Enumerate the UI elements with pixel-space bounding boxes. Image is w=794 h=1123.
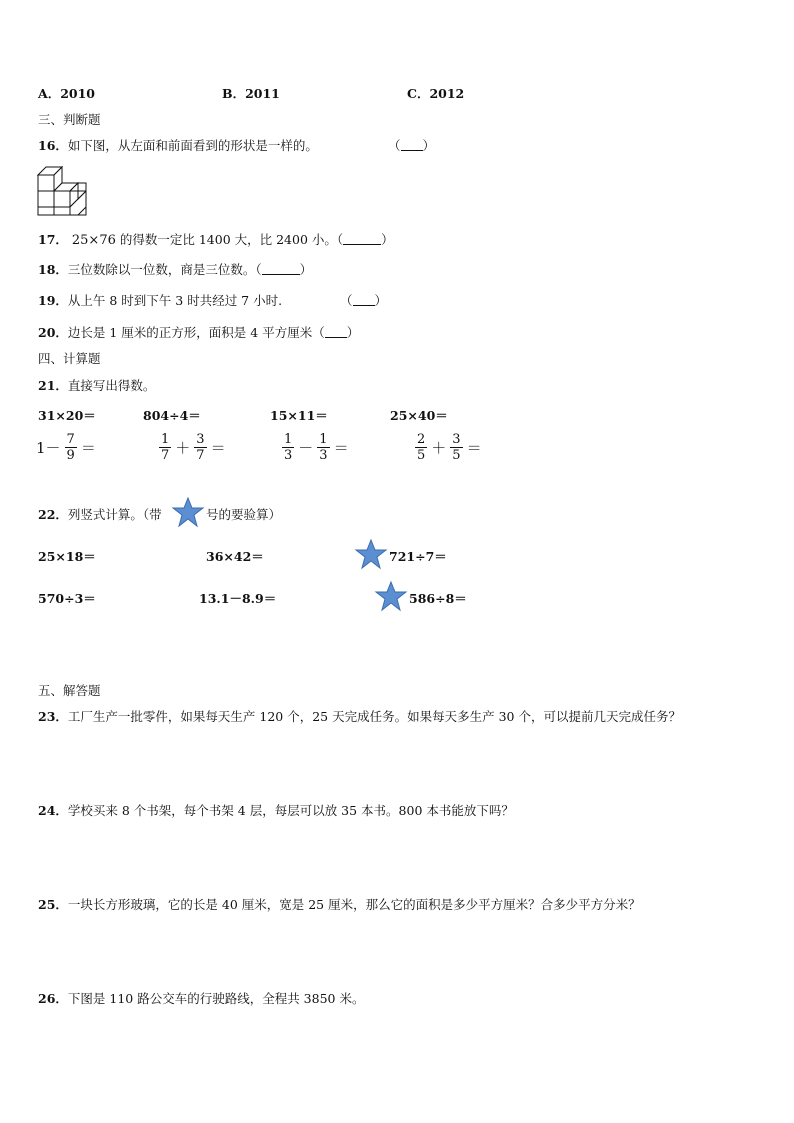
fraction-item-2 [158, 432, 229, 463]
paren-right: ） [374, 293, 388, 308]
numerator: 1 [284, 432, 293, 447]
answer-blank[interactable] [262, 262, 300, 275]
denominator: 9 [66, 448, 75, 463]
denominator: 5 [452, 448, 461, 463]
equals-sign: ＝ [80, 439, 96, 457]
question-text: 三位数除以一位数，商是三位数。（ [67, 262, 262, 277]
lead-term: 1－ [36, 439, 61, 457]
question-text: 如下图，从左面和前面看到的形状是一样的。 [67, 138, 318, 153]
question-number: 18． [38, 262, 68, 277]
question-number: 25． [38, 897, 68, 912]
question-number: 23． [38, 709, 68, 724]
vertical-calc-item: 570÷3＝ [38, 591, 96, 606]
denominator: 3 [284, 448, 293, 463]
expression: 25×76 [71, 233, 116, 248]
fraction [65, 432, 77, 463]
question-text: 直接写出得数。 [67, 378, 156, 393]
question-20 [38, 323, 359, 341]
section-heading-judgement: 三、判断题 [38, 112, 101, 127]
option-c: C．2012 [407, 86, 465, 101]
star-icon [355, 539, 387, 569]
question-16 [38, 136, 318, 154]
question-text: 下图是 110 路公交车的行驶路线，全程共 3850 米。 [67, 991, 365, 1006]
answer-blank[interactable] [401, 138, 423, 151]
equals-sign: ＝ [333, 439, 349, 457]
fraction [194, 432, 206, 463]
paren-right: ） [346, 325, 360, 340]
paren-right: ） [422, 138, 436, 153]
option-a: A．2010 [38, 86, 95, 101]
fraction-item-4 [414, 432, 485, 463]
vertical-calc-item: 721÷7＝ [389, 549, 447, 564]
vertical-calc-item: 36×42＝ [206, 549, 264, 564]
numerator: 1 [161, 432, 170, 447]
question-number: 19． [38, 293, 68, 308]
fraction [415, 432, 427, 463]
question-number: 16． [38, 138, 68, 153]
paren-left: （ [388, 138, 401, 153]
question-text: 工厂生产一批零件，如果每天生产 120 个，25 天完成任务。如果每天多生产 30 个，可以提前几天完成任务？ [67, 709, 681, 724]
question-text: 学校买来 8 个书架，每个书架 4 层，每层可以放 35 本书。800 本书能放下吗？ [67, 803, 514, 818]
fraction [317, 432, 329, 463]
operator: ＋ [431, 439, 447, 457]
fraction-item-3 [281, 432, 352, 463]
vertical-calc-item: 586÷8＝ [409, 591, 467, 606]
answer-paren-19 [340, 291, 387, 309]
vertical-calc-item: 13.1－8.9＝ [199, 591, 277, 606]
fraction [159, 432, 171, 463]
question-23 [38, 707, 681, 725]
calc-item: 15×11＝ [270, 408, 328, 423]
question-17 [38, 230, 394, 248]
numerator: 7 [66, 432, 75, 447]
fraction [282, 432, 294, 463]
calc-item: 31×20＝ [38, 408, 96, 423]
question-text: 从上午 8 时到下午 3 时共经过 7 小时. [67, 293, 283, 308]
denominator: 3 [319, 448, 328, 463]
equals-sign: ＝ [466, 439, 482, 457]
question-26 [38, 989, 364, 1007]
operator: － [298, 439, 314, 457]
question-text: 列竖式计算。（带 [67, 507, 162, 522]
question-number: 20． [38, 325, 68, 340]
paren-left: （ [340, 293, 353, 308]
section-heading-calculation: 四、计算题 [38, 351, 101, 366]
answer-blank[interactable] [353, 293, 375, 306]
question-number: 24． [38, 803, 68, 818]
numerator: 2 [417, 432, 426, 447]
question-22 [38, 505, 162, 523]
option-b: B．2011 [222, 86, 280, 101]
question-number: 17． [38, 232, 68, 247]
question-number: 21． [38, 378, 68, 393]
star-icon [375, 581, 407, 611]
numerator: 1 [319, 432, 328, 447]
operator: ＋ [175, 439, 191, 457]
question-number: 22． [38, 507, 68, 522]
question-text: 边长是 1 厘米的正方形，面积是 4 平方厘米（ [67, 325, 325, 340]
calc-item: 804÷4＝ [143, 408, 201, 423]
fraction-item-1 [36, 432, 99, 463]
calc-item: 25×40＝ [390, 408, 448, 423]
paren-right: ） [299, 262, 313, 277]
denominator: 7 [161, 448, 170, 463]
question-22-text-after: 号的要验算） [206, 507, 282, 522]
question-number: 26． [38, 991, 68, 1006]
denominator: 5 [417, 448, 426, 463]
question-25 [38, 895, 641, 913]
answer-paren-16 [388, 136, 435, 154]
question-24 [38, 801, 514, 819]
question-19 [38, 291, 282, 309]
numerator: 3 [452, 432, 461, 447]
vertical-calc-item: 25×18＝ [38, 549, 96, 564]
question-text: 的得数一定比 1400 大，比 2400 小。（ [119, 232, 344, 247]
equals-sign: ＝ [210, 439, 226, 457]
question-18 [38, 260, 312, 278]
question-text: 一块长方形玻璃，它的长是 40 厘米，宽是 25 厘米，那么它的面积是多少平方厘米？合多少平方分米？ [67, 897, 641, 912]
cube-stack-figure [36, 164, 90, 216]
paren-right: ） [381, 232, 394, 247]
question-21 [38, 376, 155, 394]
answer-blank[interactable] [343, 232, 381, 245]
denominator: 7 [196, 448, 205, 463]
answer-blank[interactable] [325, 325, 347, 338]
numerator: 3 [196, 432, 205, 447]
star-icon [172, 497, 204, 527]
fraction [450, 432, 462, 463]
section-heading-word-problems: 五、解答题 [38, 683, 101, 698]
